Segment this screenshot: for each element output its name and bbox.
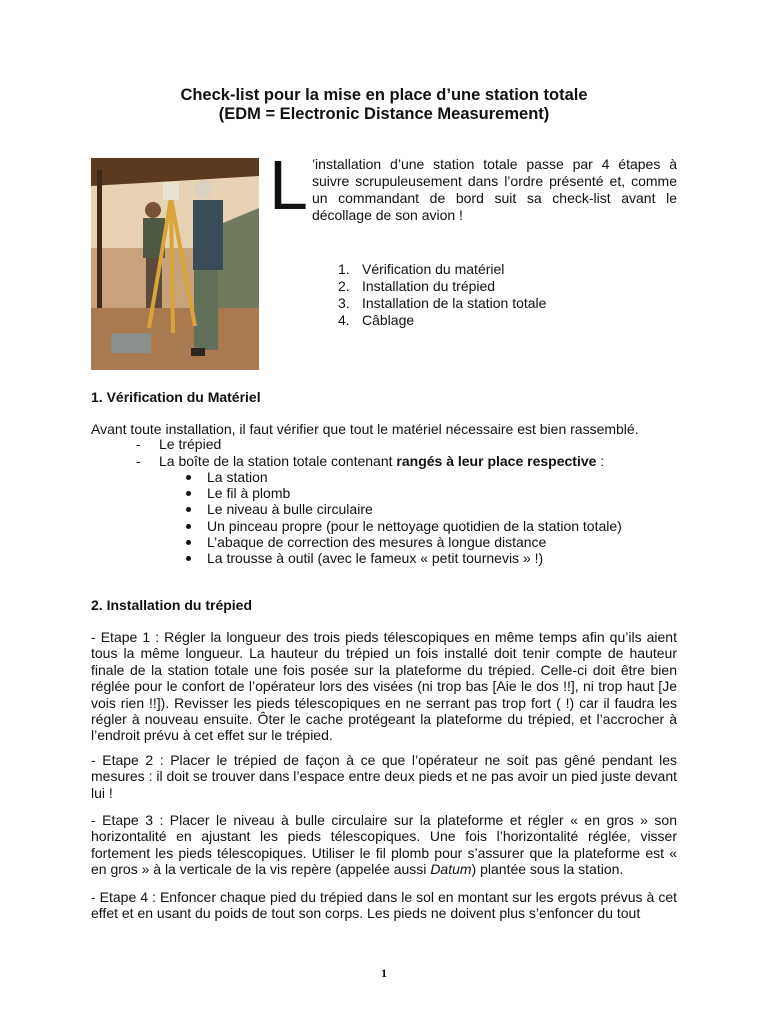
list-number: 2. [338, 278, 350, 294]
list-number: 4. [338, 312, 350, 328]
station-box-bullet-list [183, 469, 622, 566]
photo-illustration [91, 158, 259, 370]
list-number: 1. [338, 261, 350, 277]
etape-4-paragraph: - Etape 4 : Enfoncer chaque pied du trépied dans le sol en montant sur les ergots prévus à cet effet et en usant du poids de tout son corps. Les pieds ne doivent plus s’enfoncer du tout [91, 889, 677, 922]
steps-list [338, 261, 546, 329]
drop-cap: L [269, 146, 308, 224]
document-title [0, 86, 768, 124]
list-item [338, 312, 546, 329]
etape-3-paragraph [91, 812, 677, 878]
list-item: La station [183, 469, 622, 485]
list-item [338, 295, 546, 312]
etape-1-paragraph: - Etape 1 : Régler la longueur des trois pieds télescopiques en même temps afin qu’ils aient tous la même longueur. La hauteur du trépied un fois installé doit tenir compte de hauteur finale de la station totale une fois posée sur la plateforme du trépied. Celle-ci doit être bien réglée pour le confort de l’opérateur lors des visées (ni trop bas [Aie le dos !!], ni trop haut [Je vois rien !!]). Revisser les pieds télescopiques en ne serrant pas trop fort ( !) car il faudra les régler à nouveau ensuite. Ôter le cache protégeant la plateforme du trépied, et l’accrocher à l’endroit prévu à cet effet sur le trépied. [91, 629, 677, 744]
field-photo [91, 158, 259, 370]
section-1-intro: Avant toute installation, il faut vérifier que tout le matériel nécessaire est bien rassemblé. [91, 421, 639, 437]
etape-3-italic: Datum [430, 861, 472, 878]
etape-3-text-end: ) plantée sous la station. [471, 861, 624, 878]
list-number: 3. [338, 295, 350, 311]
intro-paragraph [269, 146, 677, 224]
list-label: Vérification du matériel [362, 261, 505, 277]
list-label: Câblage [362, 312, 415, 328]
list-label-suffix: : [596, 452, 605, 469]
dash-marker: - [136, 436, 141, 452]
material-dash-list [91, 436, 604, 469]
list-item: L’abaque de correction des mesures à longue distance [183, 534, 622, 550]
intro-text: ’installation d’une station totale passe par 4 étapes à suivre scrupuleusement dans l’ordre présenté et, comme un commandant de bord suit sa check-list avant le décollage de son avion ! [311, 156, 677, 223]
title-line-2: (EDM = Electronic Distance Measurement) [218, 105, 550, 123]
etape-2-paragraph: - Etape 2 : Placer le trépied de façon à ce que l’opérateur ne soit pas gêné pendant les mesures : il doit se trouver dans l’espace entre deux pieds et ne pas avoir un pied juste devant lui ! [91, 752, 678, 801]
section-1-heading: 1. Vérification du Matériel [91, 389, 261, 405]
list-item: Le fil à plomb [183, 485, 622, 501]
list-item [338, 278, 546, 295]
list-item: Le niveau à bulle circulaire [183, 501, 622, 517]
list-item: Un pinceau propre (pour le nettoyage quotidien de la station totale) [183, 518, 622, 534]
title-line-1: Check-list pour la mise en place d’une station totale [180, 86, 588, 104]
list-item [338, 261, 546, 278]
list-label: La boîte de la station totale contenant [159, 452, 397, 469]
section-2-heading: 2. Installation du trépied [91, 597, 253, 613]
list-item: La trousse à outil (avec le fameux « petit tournevis » !) [183, 550, 622, 566]
dash-marker: - [136, 452, 141, 469]
list-label: Installation de la station totale [362, 295, 547, 311]
list-item [91, 453, 604, 470]
list-label: Le trépied [159, 436, 222, 452]
list-item [91, 436, 604, 453]
list-label-bold: rangés à leur place respective [396, 452, 597, 469]
etape-3-text: - Etape 3 : Placer le niveau à bulle circulaire sur la plateforme et régler « en gros » son horizontalité en ajustant les pieds télescopiques. Une fois l’horizontalité réglée, visser fortement les pieds télescopiques. Utiliser le fil plomb pour s’assurer que la plateforme est « en gros » à la verticale de la vis repère (appelée aussi [91, 812, 677, 878]
page-number: 1 [381, 966, 387, 980]
list-label: Installation du trépied [362, 278, 496, 294]
